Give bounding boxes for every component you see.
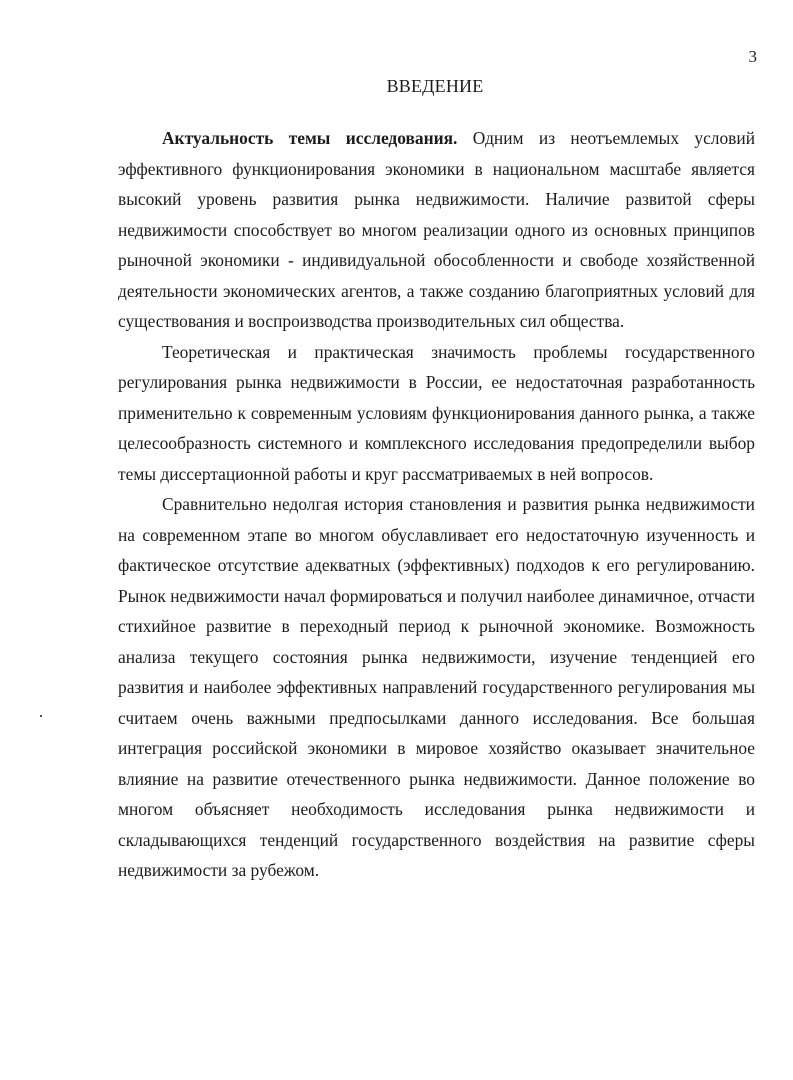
scan-speck <box>40 715 42 717</box>
paragraph-relevance <box>118 123 755 337</box>
body-text <box>118 123 755 886</box>
page-title: ВВЕДЕНИЕ <box>386 76 484 96</box>
paragraph-history: Сравнительно недолгая история становления и развития рынка недвижимости на современном этапе во многом обуславливает его недостаточную изученность и фактическое отсутствие адекватных (эффективных) подходов к его регулированию. Рынок недвижимости начал формироваться и получил наиболее динамичное, отчасти стихийное развитие в переходный период к рыночной экономике. Возможность анализа текущего состояния рынка недвижимости, изучение тенденцией его развития и наиболее эффективных направлений государственного регулирования мы считаем очень важными предпосылками данного исследования. Все большая интеграция российской экономики в мировое хозяйство оказывает значительное влияние на развитие отечественного рынка недвижимости. Данное положение во многом объясняет необходимость исследования рынка недвижимости и складывающихся тенденций государственного воздействия на развитие сферы недвижимости за рубежом. <box>118 494 755 880</box>
paragraph-lead: Актуальность темы исследования. <box>162 128 458 148</box>
paragraph-text: Одним из неотъемлемых условий эффективного функционирования экономики в национальном масштабе является высокий уровень развития рынка недвижимости. Наличие развитой сферы недвижимости способствует во многом реализации одного из основных принципов рыночной экономики - индивидуальной обособленности и свободе хозяйственной деятельности экономических агентов, а также созданию благоприятных условий для существования и воспроизводства производительных сил общества. <box>118 128 755 331</box>
paragraph-significance: Теоретическая и практическая значимость проблемы государственного регулирования рынка недвижимости в России, ее недостаточная разработанность применительно к современным условиям функционирования данного рынка, а также целесообразность системного и комплексного исследования предопределили выбор темы диссертационной работы и круг рассматриваемых в ней вопросов. <box>118 341 755 484</box>
page-number: 3 <box>748 47 757 66</box>
